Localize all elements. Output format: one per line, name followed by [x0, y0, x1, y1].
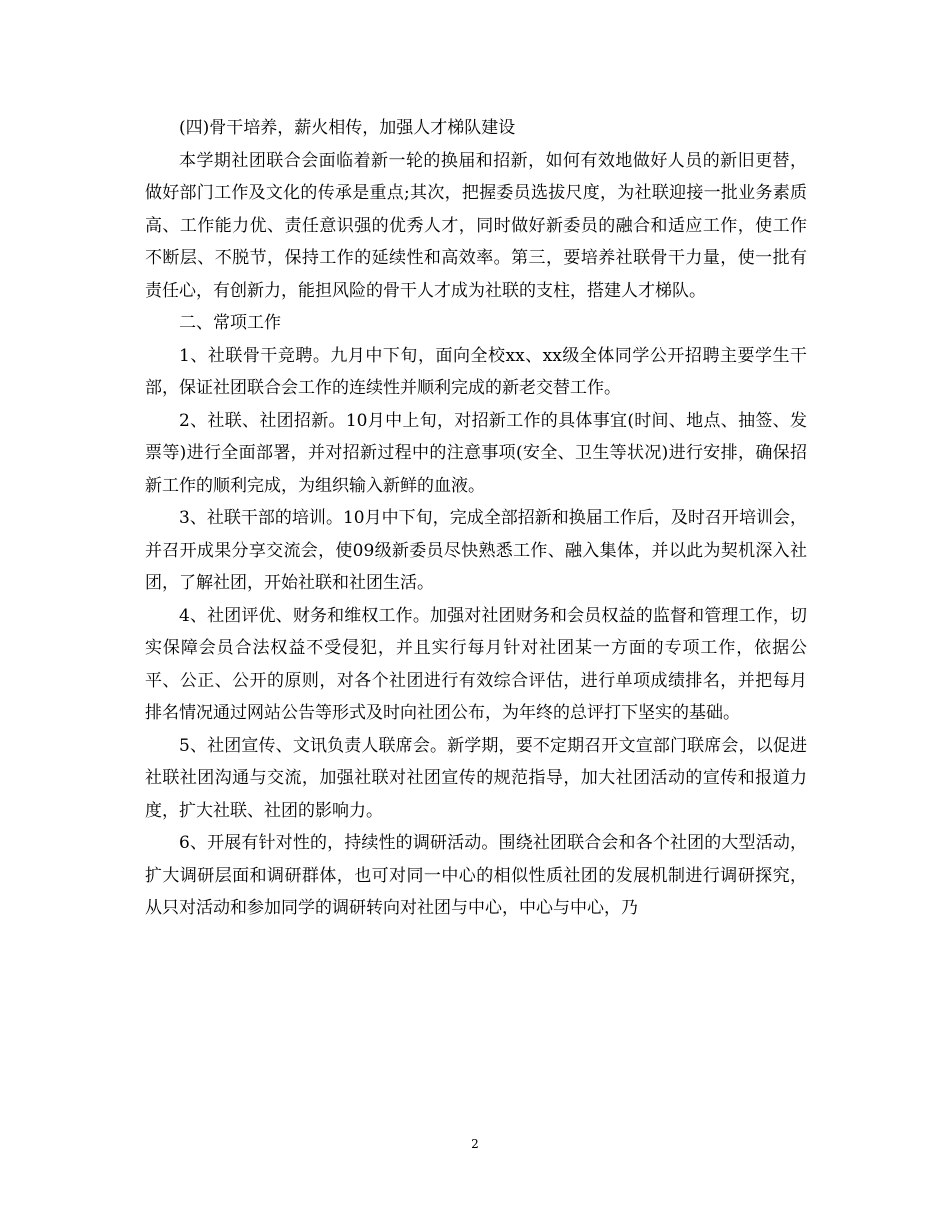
- section-heading: (四)骨干培养，薪火相传，加强人才梯队建设: [179, 118, 516, 138]
- list-item: 3、社联干部的培训。10月中下旬，完成全部招新和换届工作后，及时召开培训会，并召开成果分享交流会，使09级新委员尽快熟悉工作、融入集体，并以此为契机深入社团，了解社团，开始社联和社团生活。: [145, 508, 807, 593]
- list-item: 5、社团宣传、文讯负责人联席会。新学期，要不定期召开文宣部门联席会，以促进社联社团沟通与交流，加强社联对社团宣传的规范指导，加大社团活动的宣传和报道力度，扩大社联、社团的影响力。: [145, 735, 807, 821]
- page-number: 2: [471, 1137, 479, 1151]
- list-item: 1、社联骨干竞聘。九月中下旬，面向全校xx、xx级全体同学公开招聘主要学生干部，保证社团联合会工作的连续性并顺利完成的新老交替工作。: [145, 345, 807, 398]
- paragraph: 本学期社团联合会面临着新一轮的换届和招新，如何有效地做好人员的新旧更替，做好部门工作及文化的传承是重点;其次，把握委员选拔尺度，为社联迎接一批业务素质高、工作能力优、责任意识强的优秀人才，同时做好新委员的融合和适应工作，使工作不断层、不脱节，保持工作的延续性和高效率。第三，要培养社联骨干力量，使一批有责任心，有创新力，能担风险的骨干人才成为社联的支柱，搭建人才梯队。: [145, 150, 807, 301]
- list-item: 4、社团评优、财务和维权工作。加强对社团财务和会员权益的监督和管理工作，切实保障会员合法权益不受侵犯，并且实行每月针对社团某一方面的专项工作，依据公平、公正、公开的原则，对各个社团进行有效综合评估，进行单项成绩排名，并把每月排名情况通过网站公告等形式及时向社团公布，为年终的总评打下坚实的基础。: [145, 605, 807, 723]
- document-body: [145, 112, 807, 925]
- list-item: 2、社联、社团招新。10月中上旬，对招新工作的具体事宜(时间、地点、抽签、发票等)进行全面部署，并对招新过程中的注意事项(安全、卫生等状况)进行安排，确保招新工作的顺利完成，为组织输入新鲜的血液。: [145, 410, 807, 496]
- list-item: 6、开展有针对性的，持续性的调研活动。围绕社团联合会和各个社团的大型活动，扩大调研层面和调研群体，也可对同一中心的相似性质社团的发展机制进行调研探究，从只对活动和参加同学的调研转向对社团与中心，中心与中心，乃: [145, 833, 807, 918]
- section-heading: 二、常项工作: [179, 313, 281, 333]
